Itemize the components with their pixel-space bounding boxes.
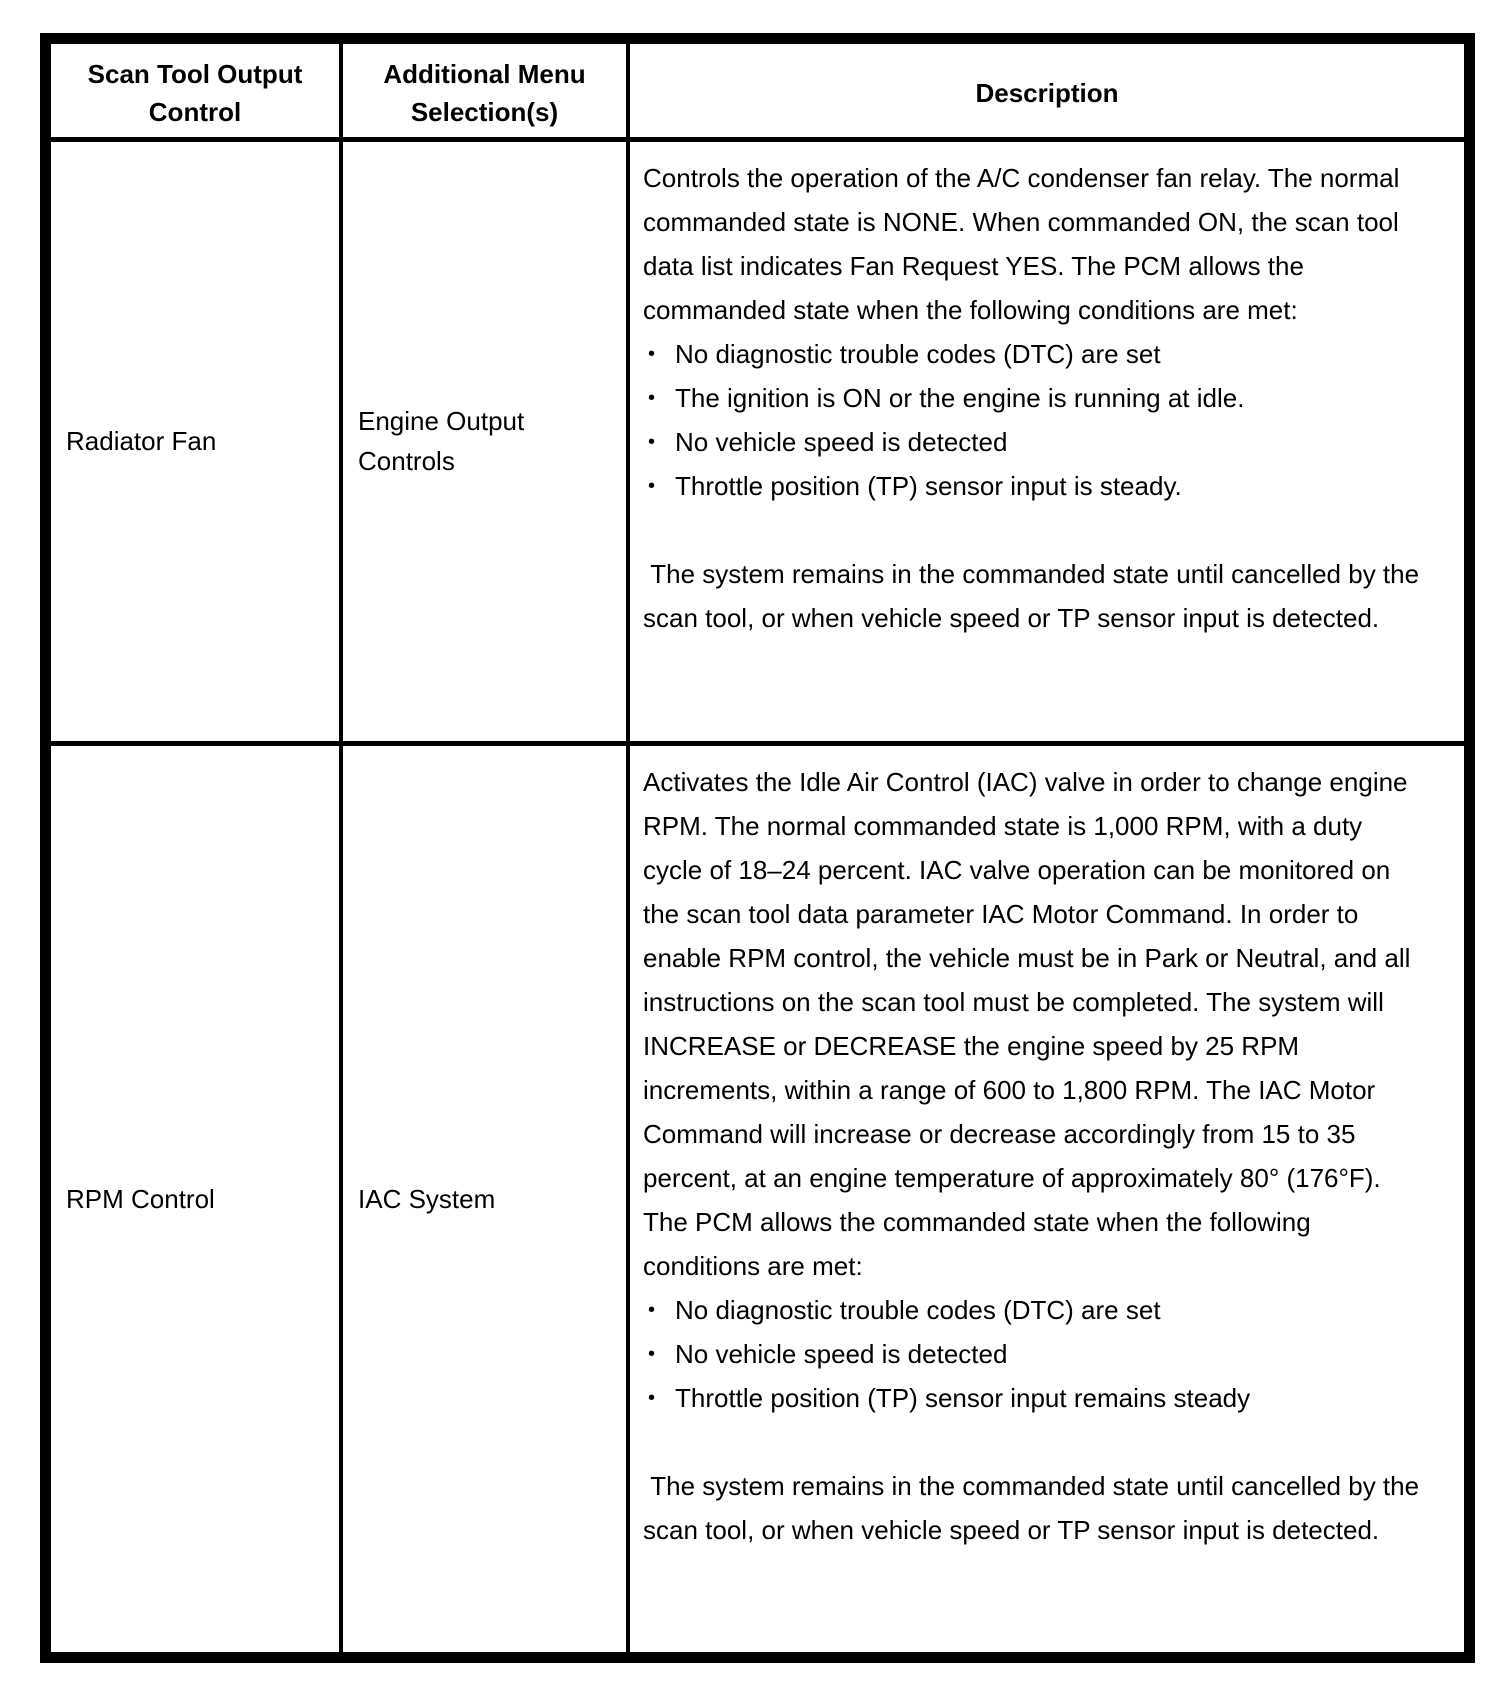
table-row-rpm-control xyxy=(49,743,1466,1654)
header-additional-menu-selections: Additional Menu Selection(s) xyxy=(341,42,628,139)
description-intro: Activates the Idle Air Control (IAC) valve in order to change engine RPM. The normal commanded state is 1,000 RPM, with a duty cycle of 18–24 percent. IAC valve operation can be monitored on the scan tool data parameter IAC Motor Command. In order to enable RPM control, the vehicle must be in Park or Neutral, and all instructions on the scan tool must be completed. The system will INCREASE or DECREASE the engine speed by 25 RPM increments, within a range of 600 to 1,800 RPM. The IAC Motor Command will increase or decrease accordingly from 15 to 35 percent, at an engine temperature of approximately 80° (176°F). The PCM allows the commanded state when the following conditions are met: xyxy=(643,766,1411,1281)
description-cell-radiator-fan xyxy=(628,139,1466,743)
list-item xyxy=(643,332,1422,376)
description-intro: Controls the operation of the A/C condenser fan relay. The normal commanded state is NONE. When commanded ON, the scan tool data list indicates Fan Request YES. The PCM allows the commanded state when the following conditions are met: xyxy=(643,162,1400,325)
list-item xyxy=(643,420,1422,464)
header-scan-tool-output-control: Scan Tool Output Control xyxy=(49,42,341,139)
description-cell-rpm-control xyxy=(628,743,1466,1654)
description-outro: The system remains in the commanded state until cancelled by the scan tool, or when vehicle speed or TP sensor input is detected. xyxy=(643,1470,1427,1545)
bullet-icon: • xyxy=(648,1298,656,1321)
list-item xyxy=(643,1332,1422,1376)
condition-list xyxy=(643,332,1422,508)
menu-selection-engine-output-controls: Engine Output Controls xyxy=(341,139,628,743)
bullet-text: No diagnostic trouble codes (DTC) are set xyxy=(675,338,1161,369)
bullet-icon: • xyxy=(648,1342,656,1365)
bullet-icon: • xyxy=(648,386,656,409)
bullet-text: Throttle position (TP) sensor input remains steady xyxy=(675,1382,1251,1413)
bullet-text: No diagnostic trouble codes (DTC) are set xyxy=(675,1294,1161,1325)
list-item xyxy=(643,376,1422,420)
bullet-text: No vehicle speed is detected xyxy=(675,1338,1008,1369)
list-item xyxy=(643,1288,1422,1332)
bullet-icon: • xyxy=(648,1386,656,1409)
list-item xyxy=(643,464,1422,508)
spec-table xyxy=(47,40,1468,1656)
menu-selection-iac-system: IAC System xyxy=(341,743,628,1654)
description-outro: The system remains in the commanded state until cancelled by the scan tool, or when vehicle speed or TP sensor input is detected. xyxy=(643,558,1427,633)
list-item xyxy=(643,1376,1422,1420)
control-name-rpm-control: RPM Control xyxy=(49,743,341,1654)
bullet-text: No vehicle speed is detected xyxy=(675,426,1008,457)
bullet-icon: • xyxy=(648,474,656,497)
bullet-icon: • xyxy=(648,342,656,365)
bullet-icon: • xyxy=(648,430,656,453)
bullet-text: Throttle position (TP) sensor input is steady. xyxy=(675,470,1182,501)
header-description: Description xyxy=(628,42,1466,139)
control-name-radiator-fan: Radiator Fan xyxy=(49,139,341,743)
condition-list xyxy=(643,1288,1422,1420)
scan-tool-output-control-table xyxy=(40,33,1475,1663)
bullet-text: The ignition is ON or the engine is running at idle. xyxy=(675,382,1245,413)
header-row xyxy=(49,42,1466,139)
table-row-radiator-fan xyxy=(49,139,1466,743)
